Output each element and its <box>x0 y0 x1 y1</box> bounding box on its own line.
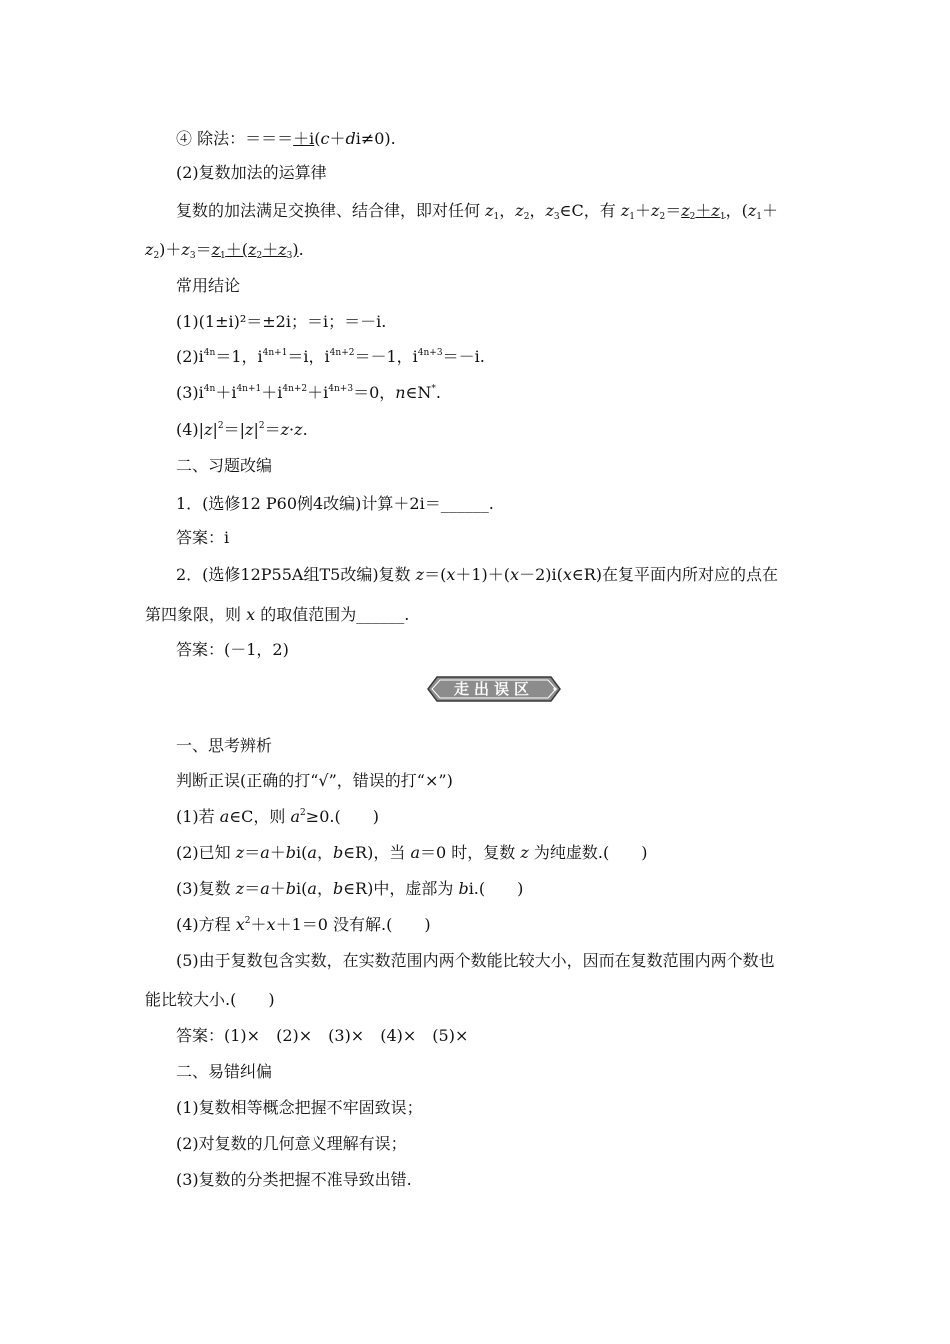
judgement-item-4: (4)方程 $x^2+x+1=0$ 没有解.( ) <box>176 915 431 934</box>
pitfall-item-2: (2)对复数的几何意义理解有误； <box>176 1134 407 1153</box>
conclusion-line: $(4)|z|^2=|z|^2=z\cdot z$. <box>176 420 308 439</box>
answer-blank: $z_2+z_1$ <box>681 201 726 222</box>
exercise-2: 2．(选修12P55A组T5改编)复数 z＝(x＋1)＋(x－2)i(x∈R)在复平面内所对应的点在 <box>176 565 779 584</box>
paragraph-line: 复数的加法满足交换律、结合律，即对任何 $z_1$，$z_2$，$z_3\in C$，有 $z_1+z_2=z_2+z_1$，($z_1+$ <box>176 201 778 222</box>
section-heading: 一、思考辨析 <box>176 736 273 755</box>
conclusion-line: $(2)i^{4n}=1$，$i^{4n+1}=i$，$i^{4n+2}=-1$，$i^{4n+3}=-i$. <box>176 347 485 366</box>
pitfall-item-1: (1)复数相等概念把握不牢固致误； <box>176 1098 423 1117</box>
division-rule: ④ 除法：＝＝＝＋i(c＋di≠0). <box>176 129 396 148</box>
judgement-item-5: (5)由于复数包含实数，在实数范围内两个数能比较大小，因而在复数范围内两个数也 <box>176 951 775 970</box>
paragraph-line: $z_2)+z_3=z_1+(z_2+z_3)$. <box>145 240 304 261</box>
conclusion-line: (1)(1±i)²＝±2i；＝i；＝－i. <box>176 312 387 331</box>
judgement-item-3: (3)复数 z＝a＋bi(a，b∈R)中，虚部为 bi.( ) <box>176 879 524 898</box>
section-heading: 常用结论 <box>176 276 241 295</box>
conclusion-line: $(3)i^{4n}+i^{4n+1}+i^{4n+2}+i^{4n+3}=0$，n∈N*. <box>176 383 442 402</box>
section-banner <box>427 676 561 702</box>
judgement-item-5-cont: 能比较大小.( ) <box>145 990 275 1009</box>
judgement-item-1: (1)若 a∈C，则 $a^2\ge 0$.( ) <box>176 807 379 826</box>
banner-title: 走出误区 <box>453 680 534 698</box>
answer-1: 答案：i <box>176 528 230 547</box>
section-heading: (2)复数加法的运算律 <box>176 163 327 182</box>
section-heading: 二、习题改编 <box>176 456 273 475</box>
exercise-2-cont: 第四象限，则 x 的取值范围为______. <box>145 605 410 624</box>
section-heading: 二、易错纠偏 <box>176 1062 273 1081</box>
exercise-1: 1．(选修12 P60例4改编)计算＋2i＝______. <box>176 494 494 513</box>
answer-2: 答案：(－1，2) <box>176 640 289 659</box>
answer-blank: ＋i <box>293 129 315 148</box>
instruction-line: 判断正误(正确的打“√”，错误的打“×”) <box>176 771 453 790</box>
judgement-item-2: (2)已知 z＝a＋bi(a，b∈R)，当 a＝0 时，复数 z 为纯虚数.( ) <box>176 843 648 862</box>
pitfall-item-3: (3)复数的分类把握不准导致出错. <box>176 1170 412 1189</box>
answer-blank: $z_1+(z_2+z_3)$ <box>211 240 299 261</box>
answer-line: 答案：(1)× (2)× (3)× (4)× (5)× <box>176 1026 469 1045</box>
